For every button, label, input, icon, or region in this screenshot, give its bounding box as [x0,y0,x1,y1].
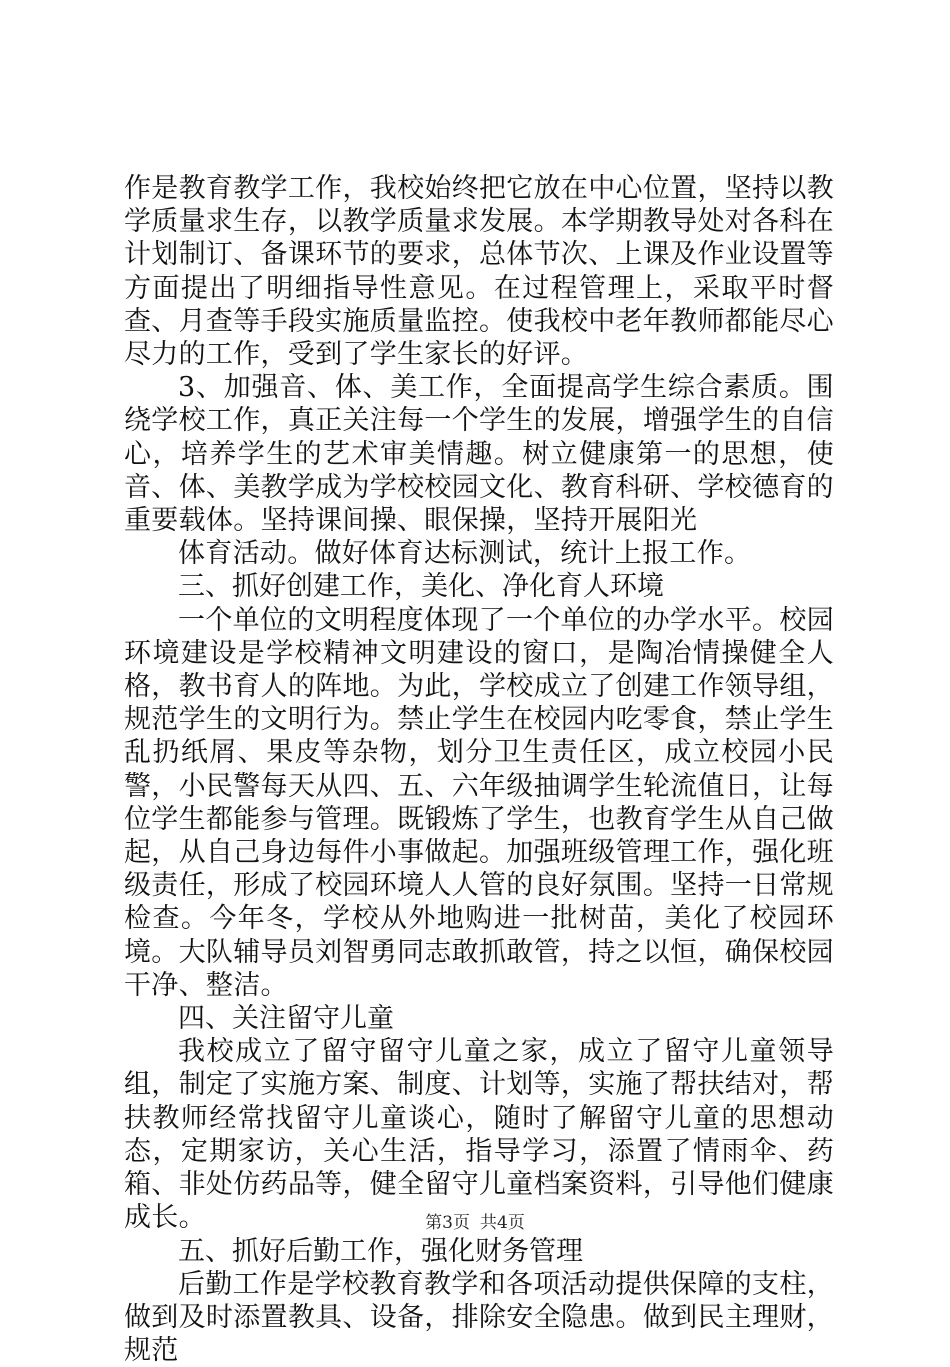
page-footer [0,1212,950,1234]
paragraph-left-behind-children: 我校成立了留守留守儿童之家，成立了留守儿童领导组，制定了实施方案、制度、计划等，实施了帮扶结对，帮扶教师经常找留守儿童谈心，随时了解留守儿童的思想动态，定期家访，关心生活，指导学习，添置了情雨伞、药箱、非处仿药品等，健全留守儿童档案资料，引导他们健康成长。 [124,1036,834,1234]
paragraph-arts-sports: 3、加强音、体、美工作，全面提高学生综合素质。围绕学校工作，真正关注每一个学生的发展，增强学生的自信心，培养学生的艺术审美情趣。树立健康第一的思想，使音、体、美教学成为学校校园文化、教育科研、学校德育的重要载体。坚持课间操、眼保操，坚持开展阳光 [124,372,834,537]
paragraph-environment: 一个单位的文明程度体现了一个单位的办学水平。校园环境建设是学校精神文明建设的窗口，是陶冶情操健全人格，教书育人的阵地。为此，学校成立了创建工作领导组，规范学生的文明行为。禁止学生在校园内吃零食，禁止学生乱扔纸屑、果皮等杂物，划分卫生责任区，成立校园小民警，小民警每天从四、五、六年级抽调学生轮流值日，让每位学生都能参与管理。既锻炼了学生，也教育学生从自己做起，从自己身边每件小事做起。加强班级管理工作，强化班级责任，形成了校园环境人人管的良好氛围。坚持一日常规检查。今年冬，学校从外地购进一批树苗，美化了校园环境。大队辅导员刘智勇同志敢抓敢管，持之以恒，确保校园干净、整洁。 [124,604,834,1001]
section-heading-5: 五、抓好后勤工作，强化财务管理 [178,1235,583,1267]
page-total: 共4页 [480,1213,525,1233]
paragraph-sports-activity: 体育活动。做好体育达标测试，统计上报工作。 [178,538,752,570]
paragraph-continuation: 作是教育教学工作，我校始终把它放在中心位置，坚持以教学质量求生存，以教学质量求发展。本学期教导处对各科在计划制订、备课环节的要求，总体节次、上课及作业设置等方面提出了明细指导性意见。在过程管理上，采取平时督查、月查等手段实施质量监控。使我校中老年教师都能尽心尽力的工作，受到了学生家长的好评。 [124,173,834,371]
paragraph-logistics: 后勤工作是学校教育教学和各项活动提供保障的支柱，做到及时添置教具、设备，排除安全隐患。做到民主理财，规范 [124,1268,834,1367]
page-number: 第3页 [425,1213,470,1233]
section-heading-4: 四、关注留守儿童 [178,1003,394,1035]
section-heading-3: 三、抓好创建工作，美化、净化育人环境 [178,571,664,603]
document-body [124,172,834,1367]
